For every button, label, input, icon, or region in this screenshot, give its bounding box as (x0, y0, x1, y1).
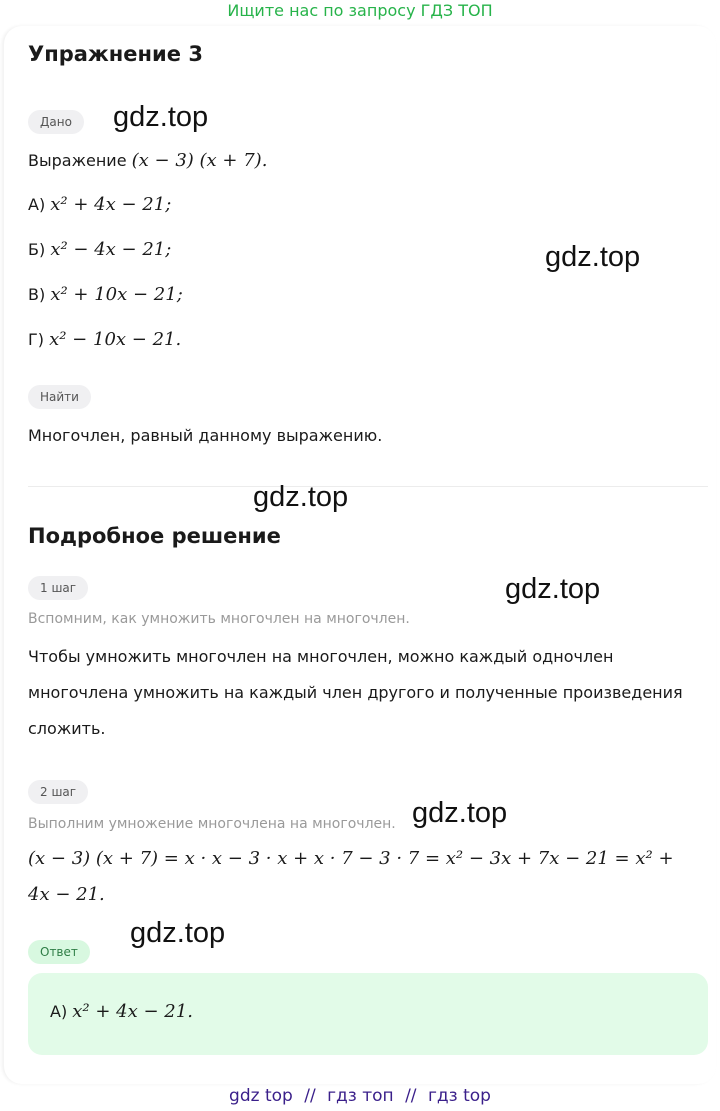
option-label: А) (28, 195, 46, 214)
footer-link[interactable]: гдз top (427, 1086, 491, 1106)
expression-math: (x − 3) (x + 7). (131, 150, 268, 171)
option-expr: x² − 4x − 21; (50, 239, 172, 260)
option-label: Г) (28, 330, 44, 349)
footer-separator: // (405, 1086, 417, 1106)
top-banner[interactable]: Ищите нас по запросу ГДЗ ТОП (227, 1, 493, 20)
find-text: Многочлен, равный данному выражению. (28, 426, 383, 445)
answer-line (50, 1001, 193, 1022)
step1-chip: 1 шаг (28, 576, 88, 600)
option-label: Б) (28, 240, 46, 259)
footer-links (0, 1086, 720, 1106)
answer-box (28, 973, 708, 1055)
option-expr: x² + 10x − 21; (50, 284, 183, 305)
watermark: gdz.top (130, 917, 226, 949)
option-g (28, 329, 181, 350)
step1-line: многочлена умножить на каждый член другого и полученные произведения (28, 683, 683, 702)
given-chip: Дано (28, 110, 84, 134)
footer-separator: // (304, 1086, 316, 1106)
answer-chip: Ответ (28, 940, 90, 964)
find-chip: Найти (28, 385, 91, 409)
answer-label: А) (50, 1002, 68, 1021)
option-a (28, 194, 171, 215)
solution-title: Подробное решение (28, 524, 281, 548)
option-b (28, 239, 171, 260)
exercise-card (4, 26, 716, 1084)
step2-equation-line: 4x − 21. (28, 884, 105, 905)
watermark: gdz.top (113, 101, 209, 133)
option-v (28, 284, 183, 305)
footer-link[interactable]: gdz top (229, 1086, 293, 1106)
option-expr: x² − 10x − 21. (49, 329, 182, 350)
answer-expr: x² + 4x − 21. (72, 1001, 193, 1022)
step2-hint: Выполним умножение многочлена на многочлен. (28, 816, 396, 832)
watermark: gdz.top (412, 797, 508, 829)
watermark: gdz.top (253, 481, 349, 513)
exercise-title: Упражнение 3 (28, 42, 203, 66)
footer-link[interactable]: гдз топ (327, 1086, 394, 1106)
section-divider (28, 486, 708, 487)
watermark: gdz.top (545, 241, 641, 273)
step2-chip: 2 шаг (28, 780, 88, 804)
step2-equation-line: (x − 3) (x + 7) = x · x − 3 · x + x · 7 − 3 · 7 = x² − 3x + 7x − 21 = x² + (28, 848, 674, 869)
watermark: gdz.top (505, 573, 601, 605)
option-expr: x² + 4x − 21; (50, 194, 172, 215)
step1-hint: Вспомним, как умножить многочлен на многочлен. (28, 611, 410, 627)
expression-label: Выражение (28, 151, 127, 170)
step1-line: Чтобы умножить многочлен на многочлен, можно каждый одночлен (28, 647, 614, 666)
step1-line: сложить. (28, 719, 106, 738)
expression-line (28, 150, 267, 171)
option-label: В) (28, 285, 46, 304)
